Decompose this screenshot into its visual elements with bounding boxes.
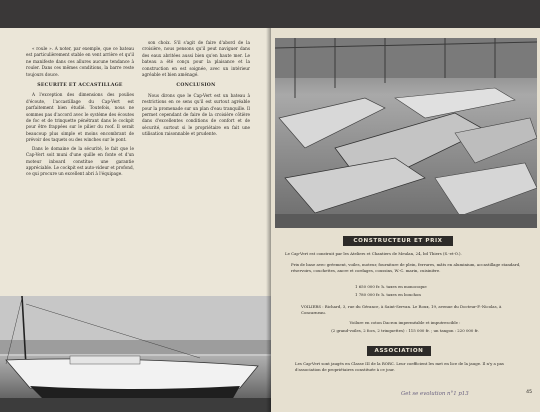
constructeur-heading: CONSTRUCTEUR ET PRIX xyxy=(343,236,453,246)
page-number: 45 xyxy=(526,390,532,395)
price-monocoque: 1 650 000 fr. h. taxes en monocoque xyxy=(355,284,427,289)
dacron-detail: (2 grand-voiles, 2 focs, 2 trinquettes) : 115 000 fr. ; un tangon : 220 000 fr. xyxy=(331,328,479,333)
price-bouchon: 1 780 000 fr. h. taxes en bouchon xyxy=(355,292,421,297)
left-column1-paragraph: « roule ». A noter, par exemple, que ce bateau est particulièrement stable en vent arrière et qu'il ne manifeste dans ces allures aucune tendance à rouler. Dans ces mêmes conditions, la barre reste toujours douce. xyxy=(26,46,134,77)
left-column-1 xyxy=(26,46,134,180)
left-column1-paragraph: Dans le domaine de la sécurité, le fait que le Cap-Vert soit muni d'une quille en fonte et d'un moteur inboard constitue une garantie appréciable. Le cockpit est auto-videur et profond, ce qui procure un excellent abri à l'équipage. xyxy=(26,145,134,177)
dacron-line: Voilure en coton Dacron imperméable et imputrescible : xyxy=(349,320,461,325)
builder-line: Le Cap-Vert est construit par les Ateliers et Chantiers de Meulan, 24, bd Thiers (S.-et-O.). xyxy=(285,251,462,256)
left-column2-heading: CONCLUSION xyxy=(176,83,216,89)
boatyard-illustration xyxy=(275,38,537,228)
association-text: Les Cap-Vert sont jaugés en Classe III de la RORC. Leur coefficient les met en lice de la jauge. Il n'y a pas d'association de propriétaires constituée à ce jour. xyxy=(295,361,504,372)
price-intro: Prix de base avec gréement, voiles, moteur, fourniture de plein, ferrures, mâts en aluminium, accastillage standard, réservoirs, couchettes, ancre et cordages, coussins, W.-C. marin, cuisinière. xyxy=(291,262,521,273)
left-column1-paragraph: A l'exception des dimensions des poulies d'écoute, l'accastillage du Cap-Vert est parfaitement bien étudié. Toutefois, nous ne sommes pas d'accord avec le système des écoutes de foc et de trinquette pénétrant dans le cockpit pour être frappées sur le pilier du roof. Il serait beaucoup plus simple et moins encombrant de prévoir des taquets ou des winches sur le pont. xyxy=(26,92,134,143)
right-page xyxy=(271,28,540,412)
voiliers-line: VOILIERS : Richard, 3, rue du Gérance, à Saint-Servan. Le Roux, 19, avenue du Docteur-F.-Nicolas, à Concarneau. xyxy=(301,304,502,315)
left-column2-paragraph: son choix. S'il s'agit de faire d'abord de la croisière, nous pensons qu'il peut naviguer dans des eaux abritées aussi bien qu'en haute mer. Le bateau a été conçu pour la plaisance et la construction en est soignée, avec un intérieur agréable et bien aménagé. xyxy=(142,40,250,78)
left-column2-paragraph: Nous dirons que le Cap-Vert est un bateau à restrictions en ce sens qu'il est surtout agréable pour la promenade sur un plan d'eau tranquille. Il permet cependant de faire de la croisière côtière dans d'excellentes conditions de confort et de sécurité, surtout si le propriétaire en fait une utilisation raisonnable et prudente. xyxy=(142,92,250,137)
sailboat-photo xyxy=(0,296,271,412)
left-column-2 xyxy=(142,40,250,140)
boatyard-photo xyxy=(275,38,537,228)
left-page xyxy=(0,28,271,412)
sailboat-illustration xyxy=(0,296,271,412)
handwritten-note: Get se evolution n°1 p13 xyxy=(401,391,469,397)
association-heading: ASSOCIATION xyxy=(367,346,431,356)
left-column1-heading: SECURITE ET ACCASTILLAGE xyxy=(37,83,123,89)
